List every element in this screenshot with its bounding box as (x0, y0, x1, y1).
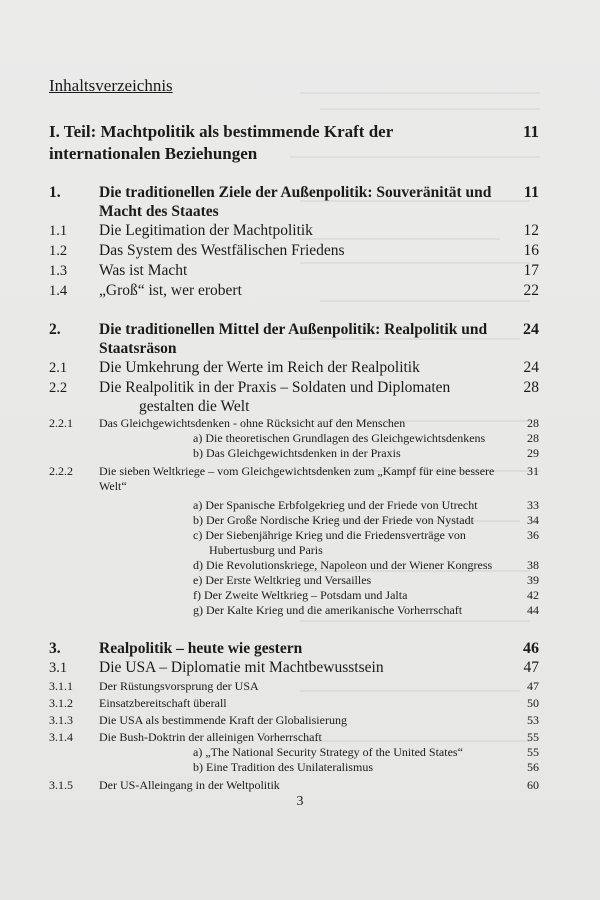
entry-title-line2: gestalten die Welt (139, 398, 250, 415)
toc-entry-1-1 (49, 221, 539, 241)
entry-page: 50 (527, 696, 539, 710)
toc-entry-3-1-2 (49, 696, 539, 711)
toc-entry-3-1-5 (49, 778, 539, 793)
entry-title (99, 528, 499, 558)
entry-title: a) Die theoretischen Grundlagen des Gleichgewichtsdenkens (193, 431, 486, 445)
toc-entry-2-2-2b (49, 513, 539, 528)
entry-title: Was ist Macht (99, 262, 188, 279)
entry-number: 2.2 (49, 380, 68, 396)
entry-title: Die Legitimation der Machtpolitik (99, 222, 313, 239)
entry-page: 22 (523, 282, 539, 299)
part-title: I. Teil: Machtpolitik als bestimmende Kraft der internationalen Beziehungen (49, 122, 393, 163)
entry-title: Die sieben Weltkriege – vom Gleichgewichtsdenken zum „Kampf für eine bessere Welt“ (99, 464, 495, 493)
toc-chapter-3 (49, 639, 539, 658)
entry-title-line1: c) Der Siebenjährige Krieg und die Friedensverträge von (193, 528, 466, 542)
entry-title: e) Der Erste Weltkrieg und Versailles (193, 573, 372, 587)
entry-number: 2.1 (49, 360, 68, 376)
toc-entry-3-1-4a (49, 745, 539, 760)
toc-entry-2-1 (49, 358, 539, 378)
entry-number: 1.3 (49, 263, 68, 279)
entry-number: 3.1.4 (49, 730, 73, 744)
toc-entry-2-2-2c (49, 528, 539, 558)
toc-heading: Inhaltsverzeichnis (49, 76, 173, 95)
entry-page: 24 (523, 359, 539, 376)
toc-entry-1-4 (49, 281, 539, 301)
entry-title: Die Umkehrung der Werte im Reich der Realpolitik (99, 359, 420, 376)
entry-title: Das Gleichgewichtsdenken - ohne Rücksicht auf den Menschen (99, 416, 406, 430)
toc-entry-2-2-2a (49, 498, 539, 513)
entry-page: 42 (527, 588, 539, 602)
entry-title: a) „The National Security Strategy of the United States“ (193, 745, 463, 759)
entry-number: 1. (49, 184, 61, 201)
toc-entry-1-2 (49, 241, 539, 261)
entry-title (99, 378, 499, 416)
entry-number: 3.1.3 (49, 713, 73, 727)
entry-number: 3.1.1 (49, 679, 73, 693)
toc-entry-3-1-4 (49, 730, 539, 745)
table-of-contents (49, 76, 539, 793)
entry-page: 60 (527, 778, 539, 792)
entry-title: Der Rüstungsvorsprung der USA (99, 679, 259, 693)
toc-entry-1-3 (49, 261, 539, 281)
entry-title-line2: Hubertusburg und Paris (209, 543, 323, 557)
entry-number: 1.1 (49, 223, 68, 239)
toc-entry-2-2-1 (49, 416, 539, 431)
entry-page: 47 (523, 659, 539, 676)
entry-title: Die traditionellen Ziele der Außenpolitik: Souveränität und Macht des Staates (99, 184, 492, 220)
entry-title: Die USA – Diplomatie mit Machtbewusstsein (99, 659, 384, 676)
entry-number: 2.2.2 (49, 464, 73, 478)
entry-page: 39 (527, 573, 539, 587)
toc-entry-2-2-2e (49, 573, 539, 588)
toc-entry-2-2-2d (49, 558, 539, 573)
toc-entry-2-2-2g (49, 603, 539, 618)
entry-page: 12 (523, 222, 539, 239)
entry-page: 46 (523, 640, 539, 657)
toc-entry-2-2-1a (49, 431, 539, 446)
entry-title: b) Das Gleichgewichtsdenken in der Praxis (193, 446, 401, 460)
toc-entry-2-2-2 (49, 464, 539, 494)
entry-title: a) Der Spanische Erbfolgekrieg und der Friede von Utrecht (193, 498, 478, 512)
entry-page: 56 (527, 760, 539, 774)
entry-title: Der US-Alleingang in der Weltpolitik (99, 778, 280, 792)
entry-page: 28 (523, 379, 539, 396)
entry-title: Die traditionellen Mittel der Außenpolitik: Realpolitik und Staatsräson (99, 321, 488, 357)
entry-title: d) Die Revolutionskriege, Napoleon und der Wiener Kongress (193, 558, 493, 572)
toc-part-1 (49, 121, 539, 165)
entry-title: b) Der Große Nordische Krieg und der Friede von Nystadt (193, 513, 474, 527)
entry-title: „Groß“ ist, wer erobert (99, 282, 242, 299)
part-page: 11 (522, 122, 539, 141)
entry-title-line1: Die Realpolitik in der Praxis – Soldaten und Diplomaten (99, 379, 451, 396)
entry-title: g) Der Kalte Krieg und die amerikanische Vorherrschaft (193, 603, 463, 617)
toc-entry-3-1-3 (49, 713, 539, 728)
entry-page: 44 (527, 603, 539, 617)
entry-page: 29 (527, 446, 539, 460)
entry-number: 1.4 (49, 283, 68, 299)
entry-page: 16 (523, 242, 539, 259)
entry-page: 47 (527, 679, 539, 693)
toc-entry-2-2 (49, 378, 539, 416)
entry-page: 55 (527, 730, 539, 744)
entry-number: 2.2.1 (49, 416, 73, 430)
page-number: 3 (296, 794, 304, 809)
toc-entry-3-1-1 (49, 679, 539, 694)
entry-title: f) Der Zweite Weltkrieg – Potsdam und Jalta (193, 588, 408, 602)
entry-title: Realpolitik – heute wie gestern (99, 640, 303, 657)
entry-number: 3.1.2 (49, 696, 73, 710)
entry-page: 36 (527, 528, 539, 542)
entry-page: 24 (523, 321, 539, 338)
toc-entry-3-1 (49, 658, 539, 678)
entry-number: 3. (49, 640, 61, 657)
entry-page: 33 (527, 498, 539, 512)
toc-chapter-2 (49, 320, 539, 358)
entry-page: 34 (527, 513, 539, 527)
entry-page: 17 (523, 262, 539, 279)
toc-entry-2-2-1b (49, 446, 539, 461)
entry-title: Die Bush-Doktrin der alleinigen Vorherrschaft (99, 730, 322, 744)
entry-page: 38 (527, 558, 539, 572)
entry-title: Einsatzbereitschaft überall (99, 696, 227, 710)
entry-page: 28 (527, 431, 539, 445)
entry-number: 3.1.5 (49, 778, 73, 792)
toc-chapter-1 (49, 183, 539, 221)
entry-number: 3.1 (49, 660, 68, 676)
entry-page: 55 (527, 745, 539, 759)
entry-page: 53 (527, 713, 539, 727)
entry-page: 28 (527, 416, 539, 430)
entry-page: 11 (523, 184, 539, 201)
entry-title: Die USA als bestimmende Kraft der Globalisierung (99, 713, 347, 727)
entry-title: b) Eine Tradition des Unilateralismus (193, 760, 373, 774)
toc-entry-3-1-4b (49, 760, 539, 775)
entry-number: 1.2 (49, 243, 68, 259)
toc-entry-2-2-2f (49, 588, 539, 603)
entry-number: 2. (49, 321, 61, 338)
entry-page: 31 (527, 464, 539, 478)
entry-title: Das System des Westfälischen Friedens (99, 242, 345, 259)
